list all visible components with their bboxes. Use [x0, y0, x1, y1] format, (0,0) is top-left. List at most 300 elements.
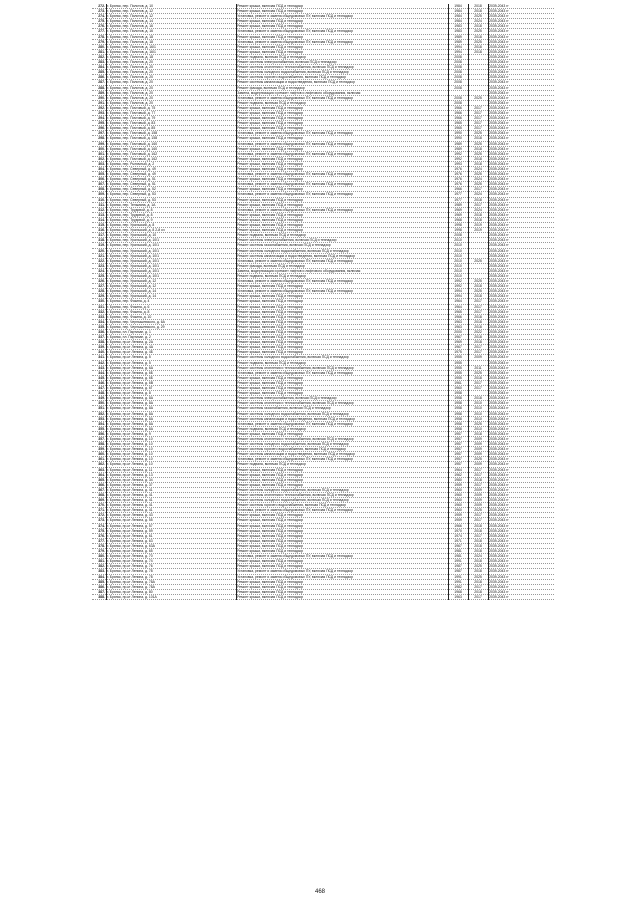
year-built: 1971	[448, 538, 468, 543]
address: г. Брянск, пер. Пилотов, д. 16/1	[106, 44, 236, 49]
year-last-repair: 2025	[468, 182, 488, 187]
planned-period: 2039-2043 гг	[488, 416, 554, 421]
planned-period: 2039-2043 гг	[488, 268, 554, 273]
planned-period: 2039-2043 гг	[488, 44, 554, 49]
year-built: 1966	[448, 110, 468, 115]
planned-period: 2039-2043 гг	[488, 594, 554, 599]
year-last-repair: 2009	[468, 503, 488, 508]
year-built: 1976	[448, 172, 468, 177]
row-number: 316.	[92, 228, 106, 233]
address: г. Брянск, пер. Уральский, д. 10/1	[106, 243, 236, 248]
year-last-repair: 2017	[468, 584, 488, 589]
planned-period: 2039-2043 гг	[488, 187, 554, 192]
address: г. Брянск, пр-кт Ленина, д. 8А	[106, 401, 236, 406]
year-last-repair: 2024	[468, 167, 488, 172]
row-number: 360.	[92, 452, 106, 457]
work-type: Ремонт крыши, включая ПСД и технадзор	[236, 284, 448, 289]
year-last-repair: 2010	[468, 426, 488, 431]
row-number: 367.	[92, 487, 106, 492]
row-number: 346.	[92, 380, 106, 385]
row-number: 296.	[92, 126, 106, 131]
work-type: Установка, ремонт и замена общедомовых ПУ, включая ПСД и технадзор	[236, 207, 448, 212]
row-number: 379.	[92, 549, 106, 554]
work-type: Установка, ремонт и замена общедомовых ПУ, включая ПСД и технадзор	[236, 192, 448, 197]
address: г. Брянск, пр-кт Ленина, д. 5	[106, 360, 236, 365]
year-built: 1961	[448, 380, 468, 385]
planned-period: 2039-2043 гг	[488, 34, 554, 39]
row-number: 380.	[92, 554, 106, 559]
year-last-repair: 2025	[468, 574, 488, 579]
row-number: 288.	[92, 85, 106, 90]
row-number: 388.	[92, 594, 106, 599]
work-type: Установка, ремонт и замена общедомовых ПУ, включая ПСД и технадзор	[236, 182, 448, 187]
planned-period: 2039-2043 гг	[488, 95, 554, 100]
year-built: 1976	[448, 182, 468, 187]
address: г. Брянск, пр-кт Ленина, д. 41	[106, 508, 236, 513]
address: г. Брянск, пр-кт Ленина, д. 65	[106, 549, 236, 554]
planned-period: 2039-2043 гг	[488, 172, 554, 177]
address: г. Брянск, пр-кт Ленина, д. 43	[106, 513, 236, 518]
planned-period: 2039-2043 гг	[488, 513, 554, 518]
planned-period: 2039-2043 гг	[488, 391, 554, 396]
row-number: 282.	[92, 54, 106, 59]
address: г. Брянск, пер. Пилотов, д. 10	[106, 4, 236, 9]
year-built: 1960	[448, 508, 468, 513]
address: г. Брянск, пр-кт Ленина, д. 8А	[106, 396, 236, 401]
address: г. Брянск, пр-кт Ленина, д. 10	[106, 452, 236, 457]
year-built: 1958	[448, 426, 468, 431]
year-last-repair: 2017	[468, 467, 488, 472]
planned-period: 2039-2043 гг	[488, 253, 554, 258]
work-type: Замена, модернизация и ремонт лифтов и лифтового оборудования, включая	[236, 90, 448, 95]
planned-period: 2039-2043 гг	[488, 284, 554, 289]
row-number: 377.	[92, 538, 106, 543]
year-last-repair: 2009	[468, 493, 488, 498]
address: г. Брянск, пер. Уральский, д. 8 2-й оч	[106, 228, 236, 233]
address: г. Брянск, пл. Партизан, д. 2	[106, 335, 236, 340]
planned-period: 2039-2043 гг	[488, 574, 554, 579]
planned-period: 2039-2043 гг	[488, 258, 554, 263]
address: г. Брянск, пер. Пилотов, д. 16	[106, 29, 236, 34]
row-number: 312.	[92, 207, 106, 212]
row-number: 313.	[92, 212, 106, 217]
year-last-repair: 2018	[468, 156, 488, 161]
year-built: 1984	[448, 14, 468, 19]
year-last-repair: 2024	[468, 192, 488, 197]
row-number: 372.	[92, 513, 106, 518]
work-type: Ремонт подвала, включая ПСД и технадзор	[236, 273, 448, 278]
planned-period: 2039-2043 гг	[488, 273, 554, 278]
address: г. Брянск, пр-кт Ленина, д. 2А	[106, 340, 236, 345]
planned-period: 2039-2043 гг	[488, 477, 554, 482]
row-number: 324.	[92, 268, 106, 273]
address: г. Брянск, пр-кт Ленина, д. 6Г	[106, 386, 236, 391]
row-number: 335.	[92, 324, 106, 329]
planned-period: 2039-2043 гг	[488, 263, 554, 268]
year-built: 1984	[448, 4, 468, 9]
address: г. Брянск, пер. Уральский, д. 10/1	[106, 253, 236, 258]
year-last-repair: 2017	[468, 121, 488, 126]
row-number: 331.	[92, 304, 106, 309]
planned-period: 2039-2043 гг	[488, 90, 554, 95]
planned-period: 2039-2043 гг	[488, 442, 554, 447]
address: г. Брянск, пер. Почтовый, д. 158	[106, 131, 236, 136]
year-built: 1959	[448, 518, 468, 523]
address: г. Брянск, пр-кт Ленина, д. 59	[106, 528, 236, 533]
row-number: 283.	[92, 60, 106, 65]
work-type: Ремонт крыши, включая ПСД и технадзор	[236, 528, 448, 533]
work-type: Ремонт крыши, включая ПСД и технадзор	[236, 472, 448, 477]
year-built: 1991	[448, 559, 468, 564]
year-built: 1993	[448, 161, 468, 166]
row-number: 333.	[92, 314, 106, 319]
row-number: 374.	[92, 523, 106, 528]
year-built: 1962	[448, 472, 468, 477]
year-last-repair: 2017	[468, 594, 488, 599]
planned-period: 2039-2043 гг	[488, 554, 554, 559]
work-type: Ремонт системы холодного водоснабжения, включая ПСД и технадзор	[236, 411, 448, 416]
address: г. Брянск, пер. Почтовый, д. 158	[106, 136, 236, 141]
address: г. Брянск, пр-кт Ленина, д. 55	[106, 518, 236, 523]
work-type: Ремонт крыши, включая ПСД и технадзор	[236, 559, 448, 564]
address: г. Брянск, пер. Уральский, д. 10/1	[106, 273, 236, 278]
work-type: Ремонт крыши, включая ПСД и технадзор	[236, 589, 448, 594]
row-number: 347.	[92, 386, 106, 391]
year-built: 1989	[448, 146, 468, 151]
year-built: 1994	[448, 294, 468, 299]
year-built: 1955	[448, 375, 468, 380]
year-built: 1989	[448, 141, 468, 146]
year-last-repair: 2017	[468, 187, 488, 192]
planned-period: 2039-2043 гг	[488, 335, 554, 340]
planned-period: 2039-2043 гг	[488, 350, 554, 355]
year-built: 1966	[448, 116, 468, 121]
year-last-repair: 2025	[468, 289, 488, 294]
year-last-repair: 2018	[468, 559, 488, 564]
row-number: 370.	[92, 503, 106, 508]
year-last-repair: 2025	[468, 370, 488, 375]
row-number: 284.	[92, 65, 106, 70]
address: г. Брянск, пр-кт Ленина, д. 78А	[106, 579, 236, 584]
planned-period: 2039-2043 гг	[488, 248, 554, 253]
year-built: 1959	[448, 482, 468, 487]
year-last-repair: 2009	[468, 447, 488, 452]
year-last-repair: 2024	[468, 19, 488, 24]
planned-period: 2039-2043 гг	[488, 324, 554, 329]
row-number: 328.	[92, 289, 106, 294]
year-built: 1984	[448, 9, 468, 14]
address: г. Брянск, пр-кт Ленина, д. 9	[106, 431, 236, 436]
planned-period: 2039-2043 гг	[488, 197, 554, 202]
work-type: Ремонт крыши, включая ПСД и технадзор	[236, 126, 448, 131]
address: г. Брянск, пр-кт Ленина, д. 41	[106, 487, 236, 492]
address: г. Брянск, пер. Уральский, д. 12	[106, 284, 236, 289]
address: г. Брянск, пер. Северный, д. 51	[106, 182, 236, 187]
work-type: Ремонт системы отопления и теплоснабжения, включая ПСД и технадзор	[236, 365, 448, 370]
year-built: 1976	[448, 177, 468, 182]
capital-repair-table	[92, 4, 554, 600]
year-built: 2008	[448, 75, 468, 80]
planned-period: 2039-2043 гг	[488, 365, 554, 370]
year-built: 1989	[448, 39, 468, 44]
year-last-repair: 2017	[468, 518, 488, 523]
year-last-repair: 2010	[468, 416, 488, 421]
row-number: 364.	[92, 472, 106, 477]
row-number: 292.	[92, 105, 106, 110]
work-type: Ремонт системы электроснабжения, включая ПСД и технадзор	[236, 238, 448, 243]
year-last-repair: 2018	[468, 284, 488, 289]
work-type: Ремонт крыши, включая ПСД и технадзор	[236, 380, 448, 385]
address: г. Брянск, пер. Уральский, д. 12	[106, 279, 236, 284]
address: г. Брянск, пр-кт Ленина, д. 6Б	[106, 375, 236, 380]
work-type: Ремонт подвала, включая ПСД и технадзор	[236, 54, 448, 59]
year-last-repair: 2017	[468, 105, 488, 110]
address: г. Брянск, пер. Уральский, д. 8	[106, 223, 236, 228]
work-type: Ремонт крыши, включая ПСД и технадзор	[236, 44, 448, 49]
year-built: 2010	[448, 263, 468, 268]
year-built: 1958	[448, 416, 468, 421]
row-number: 285.	[92, 70, 106, 75]
year-built: 1984	[448, 19, 468, 24]
year-built: 1983	[448, 24, 468, 29]
planned-period: 2039-2043 гг	[488, 426, 554, 431]
year-built: 2008	[448, 100, 468, 105]
address: г. Брянск, пер. Рыночный, д. 2	[106, 161, 236, 166]
address: г. Брянск, пер. Почтовый, д. 162	[106, 156, 236, 161]
row-number: 341.	[92, 355, 106, 360]
year-last-repair: 2017	[468, 380, 488, 385]
row-number: 373.	[92, 518, 106, 523]
row-number: 290.	[92, 95, 106, 100]
year-built: 1991	[448, 579, 468, 584]
planned-period: 2039-2043 гг	[488, 238, 554, 243]
year-built: 1955	[448, 355, 468, 360]
planned-period: 2039-2043 гг	[488, 289, 554, 294]
planned-period: 2039-2043 гг	[488, 533, 554, 538]
address: г. Брянск, пер. Фокина, д. 8	[106, 309, 236, 314]
work-type: Ремонт подвала, включая ПСД и технадзор	[236, 100, 448, 105]
work-type: Ремонт крыши, включая ПСД и технадзор	[236, 518, 448, 523]
address: г. Брянск, пер. Пилотов, д. 12	[106, 9, 236, 14]
planned-period: 2039-2043 гг	[488, 54, 554, 59]
address: г. Брянск, пер. Северный, д. 51	[106, 177, 236, 182]
address: г. Брянск, пер. Трудовой, д. 8	[106, 212, 236, 217]
year-last-repair: 2025	[468, 141, 488, 146]
year-last-repair: 2018	[468, 375, 488, 380]
work-type: Ремонт системы отопления и теплоснабжения, включая ПСД и технадзор	[236, 493, 448, 498]
planned-period: 2039-2043 гг	[488, 584, 554, 589]
year-built: 2008	[448, 60, 468, 65]
year-built: 1970	[448, 528, 468, 533]
address: г. Брянск, пр-кт Ленина, д. 63А	[106, 543, 236, 548]
planned-period: 2039-2043 гг	[488, 472, 554, 477]
year-last-repair: 2019	[468, 228, 488, 233]
year-last-repair: 2018	[468, 569, 488, 574]
year-last-repair: 2017	[468, 533, 488, 538]
planned-period: 2039-2043 гг	[488, 136, 554, 141]
work-type: Ремонт крыши, включая ПСД и технадзор	[236, 156, 448, 161]
year-built: 2010	[448, 268, 468, 273]
planned-period: 2039-2043 гг	[488, 212, 554, 217]
year-built: 1957	[448, 447, 468, 452]
year-built: 1960	[448, 487, 468, 492]
planned-period: 2039-2043 гг	[488, 457, 554, 462]
row-number: 368.	[92, 493, 106, 498]
year-built: 1977	[448, 192, 468, 197]
address: г. Брянск, пер. Северный, д. 53	[106, 192, 236, 197]
work-type: Ремонт крыши, включая ПСД и технадзор	[236, 24, 448, 29]
address: г. Брянск, пер. Почтовый, д. 162	[106, 151, 236, 156]
planned-period: 2039-2043 гг	[488, 523, 554, 528]
year-built: 2000	[448, 330, 468, 335]
year-built: 1998	[448, 223, 468, 228]
year-last-repair: 2018	[468, 161, 488, 166]
work-type: Ремонт крыши, включая ПСД и технадзор	[236, 391, 448, 396]
year-last-repair: 2017	[468, 299, 488, 304]
address: г. Брянск, пр-кт Ленина, д. 8А	[106, 411, 236, 416]
address: г. Брянск, пер. Уральский, д. 10/1	[106, 263, 236, 268]
year-built: 2010	[448, 243, 468, 248]
row-number: 289.	[92, 90, 106, 95]
year-last-repair: 2025	[468, 131, 488, 136]
work-type: Ремонт системы электроснабжения, включая ПСД и технадзор	[236, 396, 448, 401]
year-built: 1966	[448, 187, 468, 192]
year-built: 1963	[448, 594, 468, 599]
year-last-repair: 2009	[468, 462, 488, 467]
year-last-repair: 2017	[468, 345, 488, 350]
row-number: 369.	[92, 498, 106, 503]
work-type: Ремонт системы газоснабжения, включая ПСД и технадзор	[236, 243, 448, 248]
address: г. Брянск, пр-кт Ленина, д. 37	[106, 482, 236, 487]
address: г. Брянск, пер. Тельмана, д. 1А	[106, 202, 236, 207]
work-type: Ремонт крыши, включая ПСД и технадзор	[236, 223, 448, 228]
planned-period: 2039-2043 гг	[488, 559, 554, 564]
planned-period: 2039-2043 гг	[488, 105, 554, 110]
row-number: 343.	[92, 365, 106, 370]
year-built: 1958	[448, 396, 468, 401]
address: г. Брянск, пер. Уральский, д. 10	[106, 233, 236, 238]
address: г. Брянск, пер. Пилотов, д. 20	[106, 70, 236, 75]
year-last-repair: 2018	[468, 340, 488, 345]
row-number: 294.	[92, 116, 106, 121]
planned-period: 2039-2043 гг	[488, 309, 554, 314]
year-last-repair: 2011	[468, 365, 488, 370]
planned-period: 2039-2043 гг	[488, 436, 554, 441]
planned-period: 2039-2043 гг	[488, 141, 554, 146]
work-type: Установка, ремонт и замена общедомовых ПУ, включая ПСД и технадзор	[236, 508, 448, 513]
planned-period: 2039-2043 гг	[488, 538, 554, 543]
work-type: Установка, ремонт и замена общедомовых ПУ, включая ПСД и технадзор	[236, 574, 448, 579]
year-last-repair: 2017	[468, 110, 488, 115]
year-built: 1992	[448, 151, 468, 156]
year-built: 2010	[448, 258, 468, 263]
work-type: Ремонт крыши, включая ПСД и технадзор	[236, 482, 448, 487]
table-row	[92, 594, 554, 599]
work-type: Ремонт крыши, включая ПСД и технадзор	[236, 116, 448, 121]
planned-period: 2039-2043 гг	[488, 85, 554, 90]
address: г. Брянск, пр-кт Ленина, д. 4А	[106, 345, 236, 350]
address: г. Брянск, пер. Северный, д. 53	[106, 197, 236, 202]
year-built: 2010	[448, 273, 468, 278]
address: г. Брянск, пр-кт Ленина, д. 41	[106, 498, 236, 503]
planned-period: 2039-2043 гг	[488, 330, 554, 335]
year-built: 1964	[448, 467, 468, 472]
planned-period: 2039-2043 гг	[488, 100, 554, 105]
planned-period: 2039-2043 гг	[488, 121, 554, 126]
address: г. Брянск, пер. Почтовый, д. 75	[106, 105, 236, 110]
year-last-repair: 2009	[468, 355, 488, 360]
year-built: 2008	[448, 80, 468, 85]
address: г. Брянск, пер. Пилотов, д. 20	[106, 100, 236, 105]
row-number: 352.	[92, 411, 106, 416]
address: г. Брянск, пер. Пилотов, д. 20	[106, 85, 236, 90]
year-last-repair: 2018	[468, 34, 488, 39]
work-type: Ремонт крыши, включая ПСД и технадзор	[236, 146, 448, 151]
planned-period: 2039-2043 гг	[488, 217, 554, 222]
row-number: 351.	[92, 406, 106, 411]
row-number: 336.	[92, 330, 106, 335]
year-built: 1983	[448, 29, 468, 34]
row-number: 272.	[92, 4, 106, 9]
row-number: 291.	[92, 100, 106, 105]
planned-period: 2039-2043 гг	[488, 304, 554, 309]
address: г. Брянск, пер. Пилотов, д. 12	[106, 14, 236, 19]
row-number: 384.	[92, 574, 106, 579]
work-type: Ремонт крыши, включая ПСД и технадзор	[236, 161, 448, 166]
year-built: 1965	[448, 309, 468, 314]
address: г. Брянск, пр-кт Ленина, д. 57	[106, 523, 236, 528]
work-type: Ремонт системы холодного водоснабжения, включая ПСД и технадзор	[236, 487, 448, 492]
address: г. Брянск, пр-кт Ленина, д. 61	[106, 533, 236, 538]
row-number: 378.	[92, 543, 106, 548]
year-last-repair: 2025	[468, 172, 488, 177]
year-built: 1992	[448, 279, 468, 284]
year-built: 1957	[448, 457, 468, 462]
year-last-repair: 2025	[468, 508, 488, 513]
row-number: 293.	[92, 110, 106, 115]
planned-period: 2039-2043 гг	[488, 380, 554, 385]
year-built: 2008	[448, 70, 468, 75]
address: г. Брянск, пер. Пилотов, д. 18	[106, 54, 236, 59]
planned-period: 2039-2043 гг	[488, 482, 554, 487]
address: г. Брянск, пр-кт Ленина, д. 78	[106, 574, 236, 579]
row-number: 362.	[92, 462, 106, 467]
address: г. Брянск, пер. Пилотов, д. 18	[106, 39, 236, 44]
address: г. Брянск, пер. Пилотов, д. 20	[106, 65, 236, 70]
work-type: Ремонт крыши, включая ПСД и технадзор	[236, 533, 448, 538]
year-last-repair: 2018	[468, 294, 488, 299]
work-type: Ремонт крыши, включая ПСД и технадзор	[236, 584, 448, 589]
year-last-repair: 2018	[468, 9, 488, 14]
year-built: 2008	[448, 95, 468, 100]
work-type: Ремонт системы горячего водоснабжения, включая ПСД и технадзор	[236, 447, 448, 452]
work-type: Установка, ремонт и замена общедомовых ПУ, включая ПСД и технадзор	[236, 141, 448, 146]
planned-period: 2039-2043 гг	[488, 508, 554, 513]
work-type: Ремонт подвала, включая ПСД и технадзор	[236, 233, 448, 238]
work-type: Ремонт крыши, включая ПСД и технадзор	[236, 34, 448, 39]
row-number: 339.	[92, 345, 106, 350]
planned-period: 2039-2043 гг	[488, 447, 554, 452]
planned-period: 2039-2043 гг	[488, 182, 554, 187]
planned-period: 2039-2043 гг	[488, 207, 554, 212]
year-last-repair: 2018	[468, 197, 488, 202]
planned-period: 2039-2043 гг	[488, 75, 554, 80]
work-type: Ремонт крыши, включая ПСД и технадзор	[236, 350, 448, 355]
planned-period: 2039-2043 гг	[488, 345, 554, 350]
row-number: 321.	[92, 253, 106, 258]
address: г. Брянск, пр-кт Ленина, д. 8А	[106, 416, 236, 421]
work-type: Установка, ремонт и замена общедомовых ПУ, включая ПСД и технадзор	[236, 554, 448, 559]
